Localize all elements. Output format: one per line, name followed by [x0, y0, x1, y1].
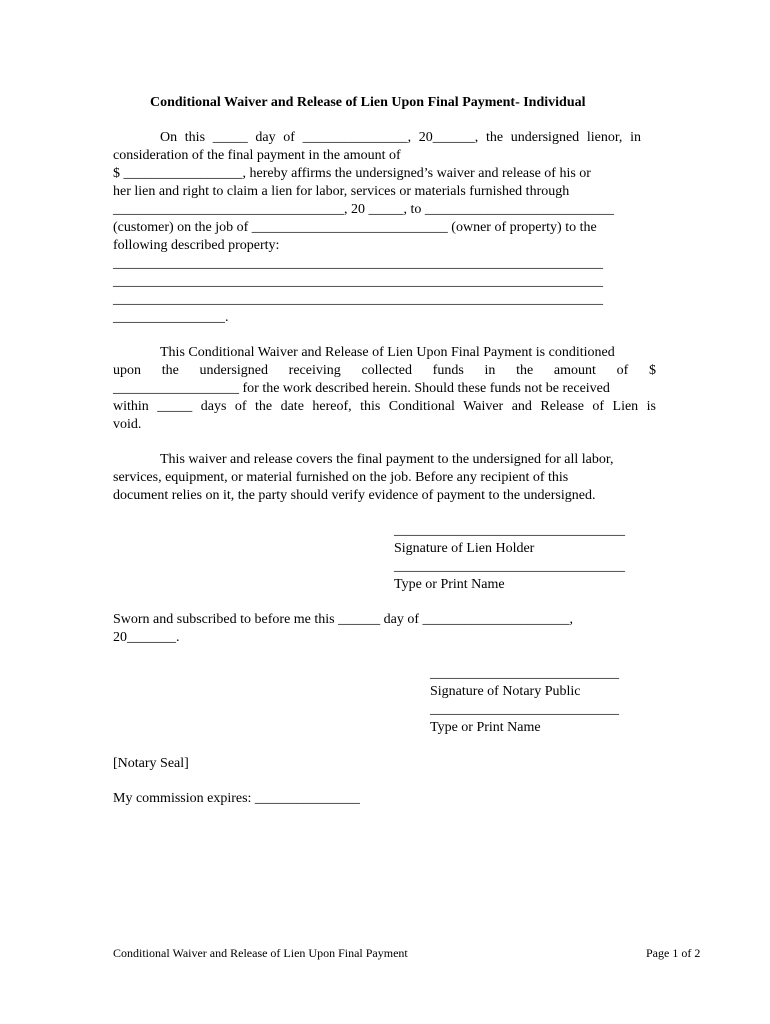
- p1-line-1: On this _____ day of _______________, 20______, the undersigned lienor, in: [160, 130, 641, 145]
- p1-line-4: her lien and right to claim a lien for labor, services or materials furnished through: [113, 184, 570, 199]
- property-blank-4: ________________.: [113, 310, 229, 325]
- p3-line-3: document relies on it, the party should verify evidence of payment to the undersigned.: [113, 488, 596, 503]
- p1-line-6: (customer) on the job of ____________________________ (owner of property) to the: [113, 220, 597, 235]
- commission-expires: My commission expires: _______________: [113, 791, 360, 806]
- lien-holder-name-line: _________________________________: [394, 559, 625, 574]
- property-blank-1: ______________________________________________________________________: [113, 256, 603, 271]
- p3-line-2: services, equipment, or material furnished on the job. Before any recipient of this: [113, 470, 569, 485]
- p3-line-1: This waiver and release covers the final payment to the undersigned for all labor,: [160, 452, 614, 467]
- p2-line-3: __________________ for the work described herein. Should these funds not be received: [113, 381, 610, 396]
- notary-name-line: ___________________________: [430, 702, 619, 717]
- p1-line-5: _________________________________, 20 _____, to ___________________________: [113, 202, 614, 217]
- p1-line-2: consideration of the final payment in the amount of: [113, 148, 401, 163]
- p2-line-1: This Conditional Waiver and Release of Lien Upon Final Payment is conditioned: [160, 345, 615, 360]
- property-blank-2: ______________________________________________________________________: [113, 274, 603, 289]
- lien-holder-signature-line: _________________________________: [394, 523, 625, 538]
- notary-signature-line: ___________________________: [430, 666, 619, 681]
- lien-holder-signature-label: Signature of Lien Holder: [394, 541, 535, 556]
- p2-line-5: void.: [113, 417, 142, 432]
- p2-line-2: upon the undersigned receiving collected funds in the amount of $: [113, 363, 656, 378]
- page-number: Page 1 of 2: [646, 946, 701, 960]
- notary-name-label: Type or Print Name: [430, 720, 541, 735]
- sworn-line-2: 20_______.: [113, 630, 180, 645]
- lien-holder-name-label: Type or Print Name: [394, 577, 505, 592]
- p2-line-4: within _____ days of the date hereof, this Conditional Waiver and Release of Lien is: [113, 399, 656, 414]
- property-blank-3: ______________________________________________________________________: [113, 292, 603, 307]
- p1-line-7: following described property:: [113, 238, 280, 253]
- footer-title: Conditional Waiver and Release of Lien Upon Final Payment: [113, 946, 408, 960]
- sworn-line-1: Sworn and subscribed to before me this ______ day of _____________________,: [113, 612, 573, 627]
- document-title: Conditional Waiver and Release of Lien Upon Final Payment- Individual: [150, 95, 586, 110]
- p1-line-3: $ _________________, hereby affirms the undersigned’s waiver and release of his or: [113, 166, 591, 181]
- notary-seal: [Notary Seal]: [113, 756, 189, 771]
- notary-signature-label: Signature of Notary Public: [430, 684, 581, 699]
